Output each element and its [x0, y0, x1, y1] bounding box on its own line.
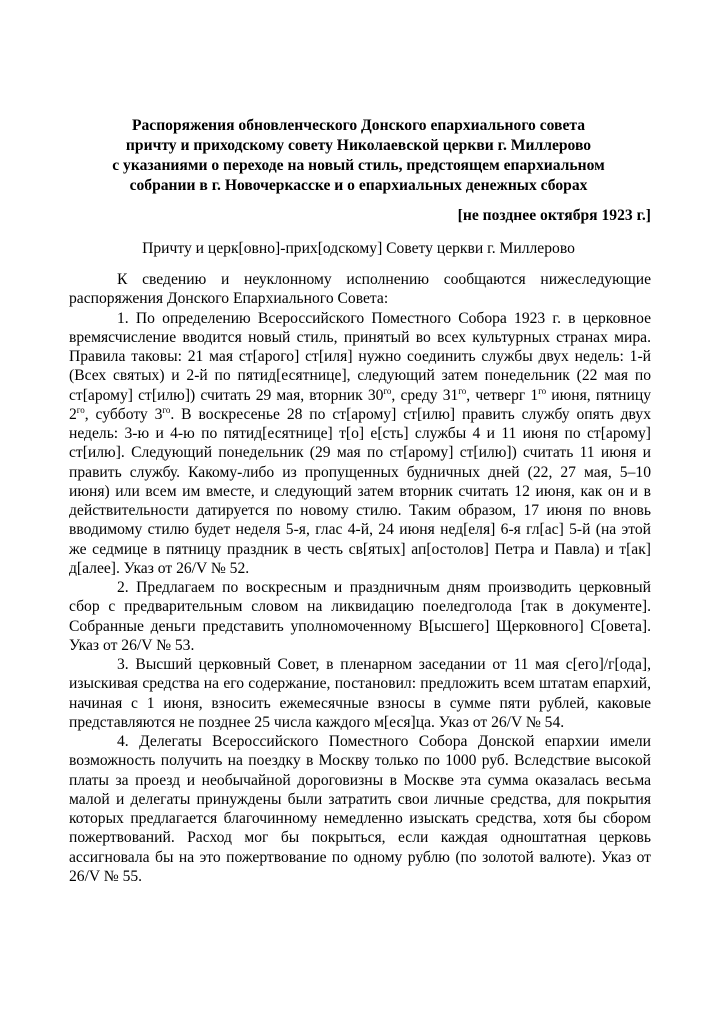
- item-1-sup-3: го: [538, 385, 547, 396]
- title-line-2: причту и приходскому совету Николаевской церкви г. Миллерово: [125, 137, 592, 154]
- document-body: [69, 270, 651, 886]
- title-line-4: собрании в г. Новочеркасске и о епархиальных денежных сборах: [129, 177, 588, 194]
- item-1-text-b: , среду 31: [391, 386, 459, 404]
- addressee: Причту и церк[овно]-прих[одскому] Совету церкви г. Миллерово: [142, 240, 575, 257]
- paragraph-item-2: 2. Предлагаем по воскресным и праздничным дням производить церковный сбор с предварительным словом на ликвидацию поеледголода [так в документе]. Собранные деньги представить уполномоченному В[ысшего] Щерковного] С[овета]. Указ от 26/V № 53.: [69, 579, 651, 654]
- item-1-text-e: , субботу 3: [84, 405, 163, 423]
- title-line-1: Распоряжения обновленческого Донского епархиального совета: [131, 117, 586, 134]
- item-1-text-c: , четверг 1: [466, 386, 539, 404]
- item-1-text-a: 1. По определению Всероссийского Поместного Собора 1923 г. в церковное времясчисление вводится новый стиль, принятый во всех культурных странах мира. Правила таковы: 21 мая ст[арого] ст[иля] нужно соединить службы двух недель: 1-й (Всех святых) и 2-й по пятид[есятнице], следующий затем понедельник (22 мая по ст[арому] ст[илю]) считать 29 мая, вторник 30: [69, 309, 651, 404]
- title-line-3: с указаниями о переходе на новый стиль, предстоящем епархиальном: [112, 157, 605, 174]
- item-1-text-f: . В воскресенье 28 по ст[арому] ст[илю] править службу опять двух недель: 3-ю и 4-ю по пятид[есятнице] т[о] е[сть] службы 4 и 11 июня по ст[арому] ст[илю]. Следующий понедельник (29 мая по ст[арому] ст[илю]) считать 11 июня и править службу. Какому-либо из пропущенных будничных дней (22, 27 мая, 5–10 июня) или всем им вместе, и следующий затем вторник считать 12 июня, как он и в действительности датируется по новому стилю. Таким образом, 17 июня по вновь вводимому стилю будет неделя 5-я, глас 4-й, 24 июня нед[еля] 6-я гл[ас] 5-й (на этой же седмице в пятницу праздник в честь св[ятых] ап[остолов] Петра и Павла) и т[ак] д[алее]. Указ от 26/V № 52.: [69, 405, 651, 577]
- paragraph-item-1: [69, 309, 651, 579]
- document-title: [60, 116, 657, 196]
- item-1-sup-1: го: [383, 385, 392, 396]
- intro-paragraph: К сведению и неуклонному исполнению сообщаются нижеследующие распоряжения Донского Епархиального Совета:: [69, 271, 651, 308]
- item-1-sup-2: го: [458, 385, 467, 396]
- item-1-sup-4: го: [76, 404, 85, 415]
- paragraph-item-3: 3. Высший церковный Совет, в пленарном заседании от 11 мая с[его]/г[ода], изыскивая средства на его содержание, постановил: предложить всем штатам епархий, начиная с 1 июня, взносить ежемесячные взносы в сумме пяти рублей, каковые представляются не позднее 25 числа каждого м[еся]ца. Указ от 26/V № 54.: [69, 656, 651, 731]
- item-1-text-d: июня, пятницу 2: [69, 386, 651, 423]
- document-date: [не позднее октября 1923 г.]: [457, 207, 651, 224]
- item-1-sup-5: го: [162, 404, 171, 415]
- paragraph-item-4: 4. Делегаты Всероссийского Поместного Собора Донской епархии имели возможность получить на поездку в Москву только по 1000 руб. Вследствие высокой платы за проезд и необычайной дороговизны в Москве эта сумма оказалась весьма малой и делегаты принуждены были затратить свои личные средства, для покрытия которых предлагается благочинному немедленно изыскать средства, хотя бы сбором пожертвований. Расход мог бы покрыться, если каждая одноштатная церковь ассигновала бы на это пожертвование по одному рублю (по золотой валюте). Указ от 26/V № 55.: [69, 733, 651, 885]
